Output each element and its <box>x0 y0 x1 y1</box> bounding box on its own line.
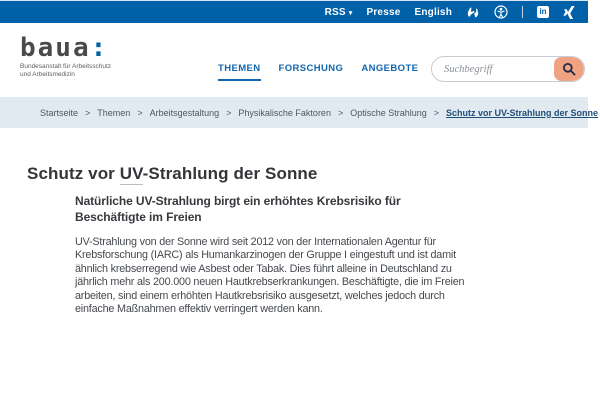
easy-language-icon[interactable] <box>494 5 508 19</box>
page-title-suffix: -Strahlung der Sonne <box>142 164 318 184</box>
breadcrumb-separator: > <box>433 107 440 118</box>
chevron-down-icon: ▾ <box>348 9 353 17</box>
search-input[interactable] <box>432 57 554 81</box>
rss-link[interactable] <box>325 7 353 18</box>
breadcrumb-themen[interactable]: Themen <box>97 107 131 118</box>
search-button[interactable] <box>554 57 584 81</box>
english-link[interactable] <box>414 7 452 18</box>
xing-icon[interactable] <box>563 5 576 19</box>
presse-link[interactable] <box>366 7 400 18</box>
uv-abbreviation: UV <box>119 164 143 184</box>
page-title-prefix: Schutz vor <box>27 164 120 184</box>
nav-item-angebote[interactable]: ANGEBOTE <box>361 63 419 74</box>
breadcrumb-current-page[interactable]: Schutz vor UV-Strahlung der Sonne <box>446 107 599 118</box>
presse-link-label: Presse <box>366 6 401 18</box>
breadcrumb-separator: > <box>337 107 344 118</box>
rss-link-label: RSS <box>324 6 346 18</box>
logo-caption <box>20 63 111 79</box>
article-paragraph: UV-Strahlung von der Sonne wird seit 2012 von der Internationalen Agentur für Krebsforschung (IARC) als Humankarzinogen der Gruppe I eingestuft und ist damit ähnlich krebserregend wie Asbest oder Tabak. Dies führt alleine in Deutschland zu jährlich mehr als 200.000 neuen Hautkrebserkrankungen. Beschäftigte, die im Freien arbeiten, sind einem erhöhten Hautkrebsrisiko ausgesetzt, welches jedoch durch einfache Maßnahmen effektiv verringert werden kann. <box>75 236 465 316</box>
breadcrumb-separator: > <box>137 107 143 118</box>
nav-item-themen[interactable]: THEMEN <box>218 63 261 81</box>
breadcrumb-startseite[interactable]: Startseite <box>40 107 79 118</box>
breadcrumb-physikalische-faktoren[interactable]: Physikalische Faktoren <box>238 107 331 118</box>
breadcrumb-optische-strahlung[interactable]: Optische Strahlung <box>350 107 427 118</box>
breadcrumb-arbeitsgestaltung[interactable]: Arbeitsgestaltung <box>149 107 220 118</box>
baua-wordmark: baua: <box>20 33 109 63</box>
topbar-divider <box>522 6 523 18</box>
page-title <box>27 164 317 184</box>
nav-item-forschung[interactable]: FORSCHUNG <box>278 63 344 74</box>
search-icon <box>562 62 576 76</box>
article-subheading: Natürliche UV-Strahlung birgt ein erhöhtes Krebsrisiko für Beschäftigte im Freien <box>75 194 401 224</box>
logo-colon: : <box>90 33 109 63</box>
sign-language-icon[interactable] <box>466 5 480 19</box>
logo-caption-line2: und Arbeitsmedizin <box>20 71 75 78</box>
breadcrumb-separator: > <box>226 107 232 118</box>
english-link-label: English <box>414 6 452 18</box>
search-box <box>431 56 585 82</box>
breadcrumb-separator: > <box>85 107 91 118</box>
breadcrumb <box>0 97 599 128</box>
site-header <box>0 23 588 97</box>
linkedin-icon[interactable]: in <box>537 5 549 19</box>
baua-logo[interactable] <box>20 34 111 79</box>
logo-caption-line1: Bundesanstalt für Arbeitsschutz <box>20 63 112 70</box>
top-meta-bar <box>0 0 588 23</box>
